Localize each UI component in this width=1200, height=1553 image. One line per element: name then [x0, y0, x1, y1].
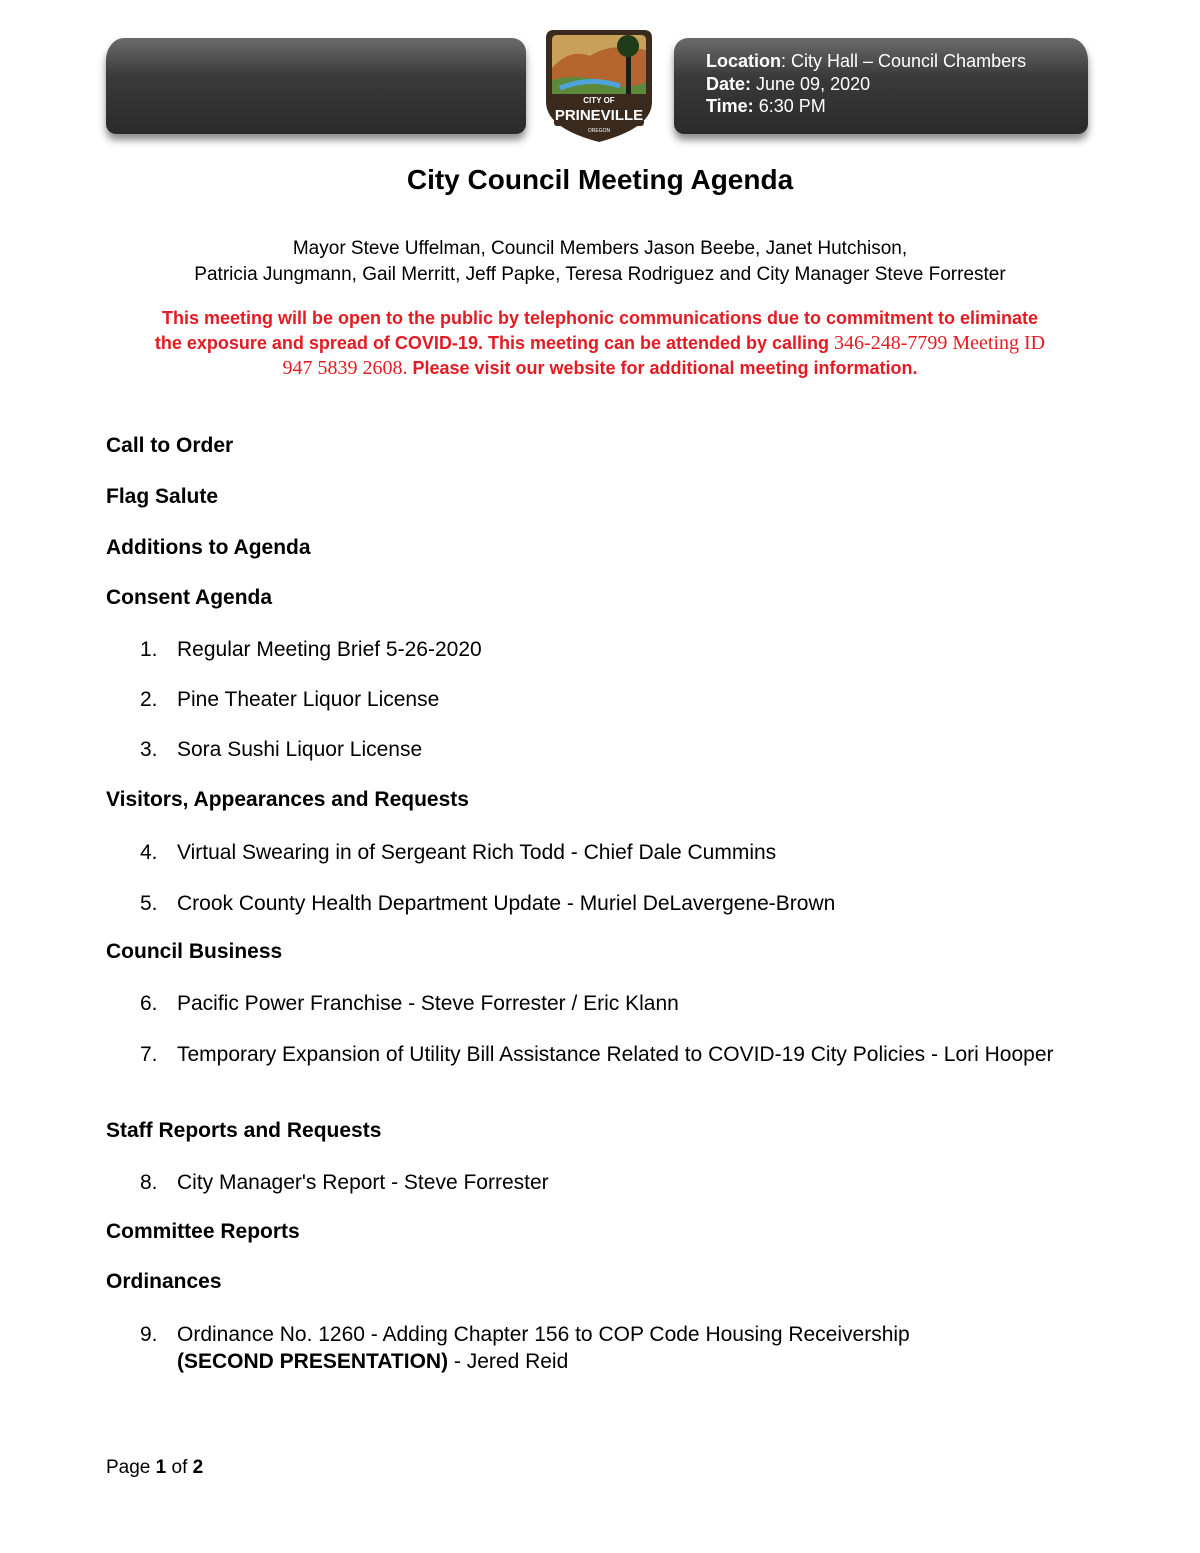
logo-line2: PRINEVILLE [554, 107, 644, 124]
phone-number: 346-248-7799 Meeting ID [834, 332, 1046, 354]
page-title: City Council Meeting Agenda [406, 164, 794, 195]
agenda-item: 9. Ordinance No. 1260 - Adding Chapter 156 to COP Code Housing Receivership (SECOND PRESENTATION) - Jered Reid [140, 1323, 910, 1373]
agenda-item: 6. Pacific Power Franchise - Steve Forrester / Eric Klann [140, 992, 679, 1015]
agenda-item: 2. Pine Theater Liquor License [140, 688, 440, 711]
heading-additions: Additions to Agenda [106, 536, 311, 559]
heading-visitors: Visitors, Appearances and Requests [106, 788, 469, 811]
agenda-item: 7. Temporary Expansion of Utility Bill Assistance Related to COVID-19 City Policies - Lori Hooper [140, 1043, 1054, 1066]
city-of-prineville-logo [540, 28, 658, 144]
council-members: Mayor Steve Uffelman, Council Members Jason Beebe, Janet Hutchison, Patricia Jungmann, Gail Merritt, Jeff Papke, Teresa Rodriguez and City Manager Steve Forrester [194, 238, 1006, 285]
covid-notice: This meeting will be open to the public by telephonic communications due to commitment to eliminate the exposure and spread of COVID-19. This meeting can be attended by calling 346-248-7799 Meeting ID 947 5839 2608. Please visit our website for additional meeting information. [154, 308, 1046, 379]
agenda-item: 1. Regular Meeting Brief 5-26-2020 [140, 638, 482, 661]
heading-call-to-order: Call to Order [106, 434, 234, 457]
heading-committee-reports: Committee Reports [106, 1220, 300, 1243]
heading-staff-reports: Staff Reports and Requests [106, 1119, 382, 1142]
meeting-id: 947 5839 2608. [282, 357, 408, 379]
heading-council-business: Council Business [106, 940, 283, 963]
agenda-item: 3. Sora Sushi Liquor License [140, 738, 423, 761]
logo-line3: OREGON [587, 128, 611, 134]
agenda-item: 8. City Manager's Report - Steve Forrester [140, 1171, 549, 1194]
header-bar-right [674, 38, 1088, 134]
logo-line1: CITY OF [583, 96, 615, 105]
header-bar-left [106, 38, 526, 134]
heading-flag-salute: Flag Salute [106, 485, 219, 508]
agenda-item: 4. Virtual Swearing in of Sergeant Rich Todd - Chief Dale Cummins [140, 841, 777, 864]
heading-ordinances: Ordinances [106, 1270, 222, 1293]
page-number: Page 1 of 2 [106, 1457, 204, 1478]
header-time: Time: 6:30 PM [706, 96, 826, 116]
agenda-item: 5. Crook County Health Department Update - Muriel DeLavergene-Brown [140, 892, 836, 915]
header-date: Date: June 09, 2020 [706, 73, 871, 94]
header-location: Location: City Hall – Council Chambers [706, 51, 1027, 71]
heading-consent-agenda: Consent Agenda [106, 586, 273, 609]
